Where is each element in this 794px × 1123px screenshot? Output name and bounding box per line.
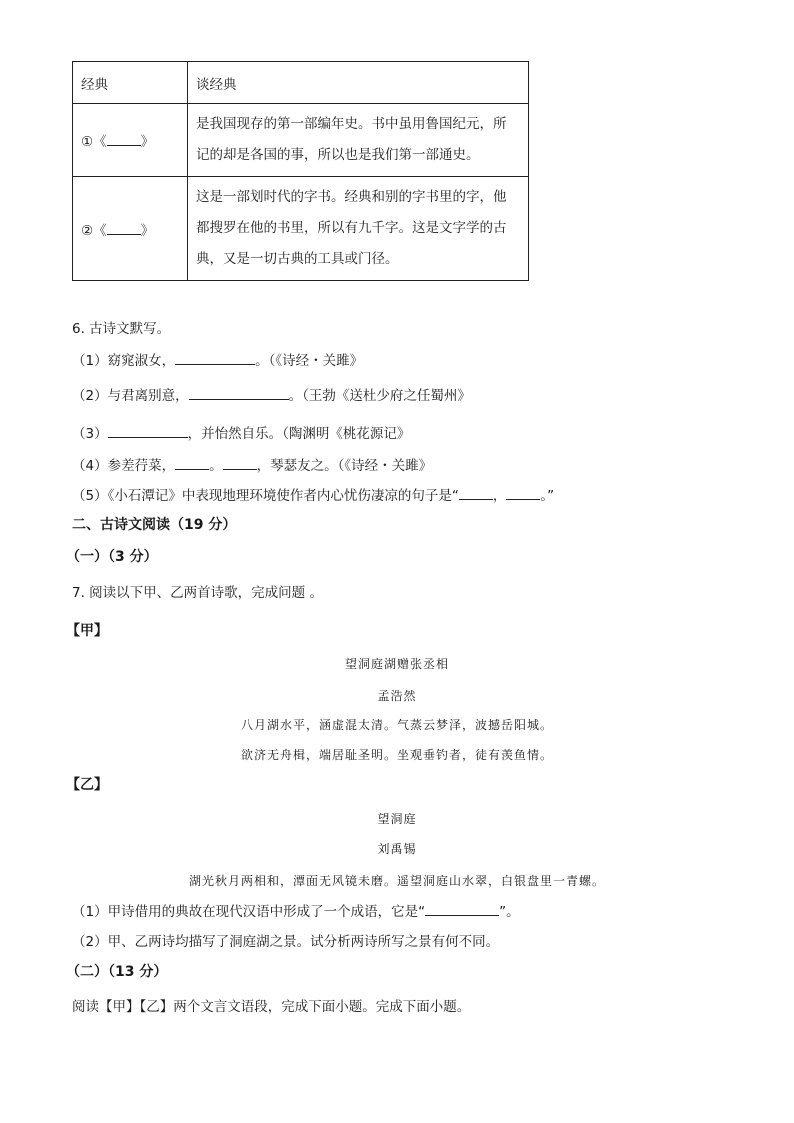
row2-blank (107, 221, 141, 235)
q6-item-5-a: （5）《小石潭记》中表现地理环境使作者内心忧伤凄凉的句子是“ (72, 488, 459, 504)
row1-blank (107, 132, 141, 146)
answer-blank (175, 456, 209, 470)
q6-item-4-b: ，琴瑟友之。（《诗经・关雎》 (256, 458, 433, 474)
row2-desc-line: 这是一部划时代的字书。经典和别的字书里的字，他 (196, 189, 507, 205)
row1-desc-line: 记的却是各国的事，所以也是我们第一部通史。 (196, 147, 480, 163)
answer-blank (223, 456, 257, 470)
q6-item-1-a: （1）窈窕淑女， (72, 353, 176, 369)
q6-item-1 (72, 351, 363, 370)
q6-item-4-m: 。 (209, 458, 223, 474)
row2-prefix: ②《 (81, 222, 107, 239)
row1-prefix: ①《 (81, 134, 107, 150)
q6-item-5 (72, 486, 554, 505)
table-row (73, 104, 529, 177)
answer-blank (175, 351, 255, 365)
row2-label (73, 177, 188, 281)
poem-yi-author: 刘禹锡 (377, 842, 417, 856)
row1-desc-line: 是我国现存的第一部编年史。书中虽用鲁国纪元，所 (196, 116, 507, 132)
answer-blank (506, 486, 540, 500)
table-row (73, 177, 529, 281)
q6-item-3-b: ，并怡然自乐。（陶渊明《桃花源记》 (187, 426, 411, 442)
q6-item-2 (72, 386, 471, 405)
q7-sub2: （2）甲、乙两诗均描写了洞庭湖之景。试分析两诗所写之景有何不同。 (72, 934, 500, 950)
q6-item-5-m: ， (492, 488, 507, 504)
row2-suffix: 》 (140, 222, 155, 239)
q6-item-3 (72, 424, 410, 443)
q6-item-2-a: （2）与君离别意， (72, 388, 189, 404)
poem-jia-line: 欲济无舟楫，端居耻圣明。坐观垂钓者，徒有羡鱼情。 (240, 748, 553, 762)
poem-jia-author: 孟浩然 (377, 689, 417, 703)
answer-blank (425, 902, 499, 916)
poem-yi-title: 望洞庭 (377, 812, 417, 826)
section2-title: 二、古诗文阅读（19 分） (72, 517, 237, 533)
table-header-row (73, 62, 529, 104)
q6-item-5-b: 。” (540, 488, 555, 504)
answer-blank (108, 424, 188, 438)
row1-label (73, 104, 188, 177)
row2-desc (188, 177, 529, 281)
row2-desc-line: 都搜罗在他的书里，所以有九千字。这是文字学的古 (196, 220, 507, 236)
header-talk-classic: 谈经典 (188, 62, 529, 104)
q6-item-3-a: （3） (72, 426, 108, 442)
answer-blank (459, 486, 493, 500)
row1-suffix: 》 (140, 134, 155, 150)
classics-table (72, 61, 529, 281)
q6-item-4 (72, 456, 432, 475)
q6-item-4-a: （4）参差荇菜， (72, 458, 176, 474)
q7-sub1-a: （1）甲诗借用的典故在现代汉语中形成了一个成语，它是“ (72, 904, 426, 920)
q6-title: 6. 古诗文默写。 (72, 321, 171, 337)
row1-desc (188, 104, 529, 177)
poem-jia-line: 八月湖水平，涵虚混太清。气蒸云梦泽，波撼岳阳城。 (240, 718, 553, 732)
q7-sub1-b: ”。 (499, 904, 520, 920)
poem-yi-line: 湖光秋月两相和，潭面无风镜未磨。遥望洞庭山水翠，白银盘里一青螺。 (188, 874, 605, 888)
q6-item-2-b: 。（王勃《送杜少府之任蜀州》 (288, 388, 471, 404)
header-classic: 经典 (73, 62, 188, 104)
q7-intro: 7. 阅读以下甲、乙两首诗歌，完成问题 。 (72, 585, 323, 601)
section2-part2: （二）（13 分） (66, 964, 168, 980)
answer-blank (189, 386, 289, 400)
q6-item-1-b: 。（《诗经・关雎》 (255, 353, 364, 369)
row2-desc-line: 典，又是一切古典的工具或门径。 (196, 251, 399, 267)
jia-label: 【甲】 (66, 623, 108, 639)
yi-label: 【乙】 (66, 777, 108, 793)
poem-jia-title: 望洞庭湖赠张丞相 (344, 657, 449, 671)
reading-intro: 阅读【甲】【乙】两个文言文语段，完成下面小题。完成下面小题。 (72, 999, 471, 1015)
q7-sub1 (72, 902, 520, 921)
section2-part1: （一）（3 分） (66, 549, 158, 565)
